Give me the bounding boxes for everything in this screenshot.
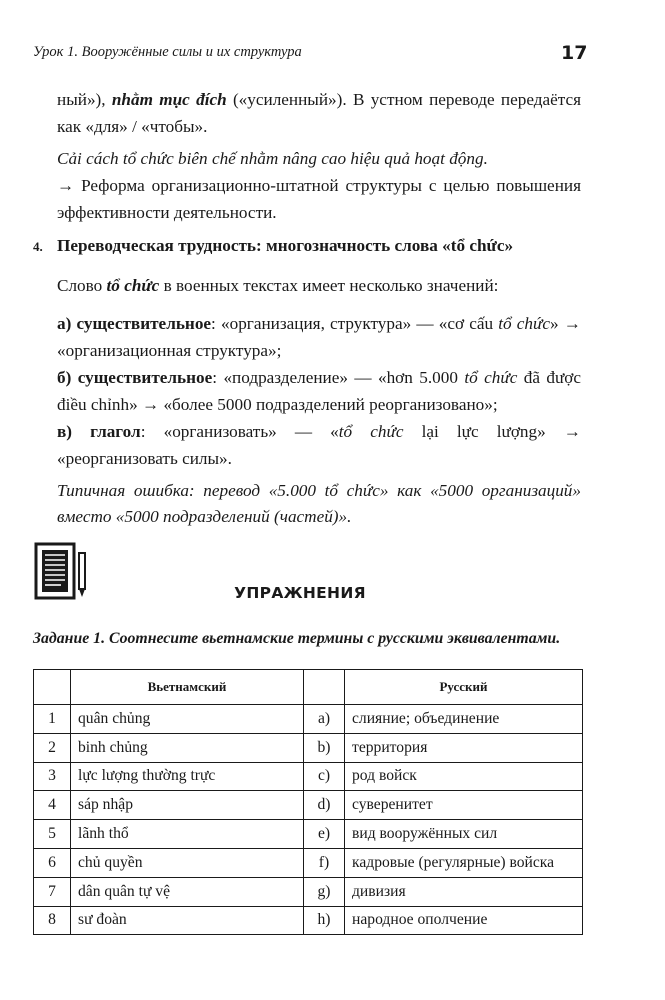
table-row [34, 705, 583, 734]
row-letter: a) [304, 705, 345, 734]
row-number: 6 [34, 848, 71, 877]
page-number: 17 [561, 42, 588, 64]
row-number: 1 [34, 705, 71, 734]
lead-term: tổ chức [106, 276, 160, 295]
row-letter: f) [304, 848, 345, 877]
row-letter: b) [304, 733, 345, 762]
vietnamese-term: sáp nhập [71, 791, 304, 820]
row-number: 2 [34, 733, 71, 762]
lead-text-b: в военных текстах имеет несколько значений: [159, 276, 499, 295]
section-number: 4. [33, 239, 43, 254]
item-text-a: : «подразделение» — «hơn 5.000 [212, 368, 465, 387]
russian-equivalent: дивизия [345, 877, 583, 906]
table-row [34, 733, 583, 762]
item-pos: глагол [90, 422, 141, 441]
vietnamese-term: chủ quyền [71, 848, 304, 877]
example-vietnamese: Cải cách tổ chức biên chế nhằm nâng cao hiệu quả hoạt động. [57, 149, 488, 168]
table-row [34, 877, 583, 906]
exercises-title: УПРАЖНЕНИЯ [234, 584, 366, 602]
row-number: 8 [34, 906, 71, 935]
row-number: 4 [34, 791, 71, 820]
row-number: 3 [34, 762, 71, 791]
row-letter: g) [304, 877, 345, 906]
vietnamese-term: dân quân tự vệ [71, 877, 304, 906]
item-pos: существительное [76, 314, 212, 333]
table-header-row [34, 670, 583, 705]
vietnamese-term: lãnh thổ [71, 820, 304, 849]
item-term: tổ chức [498, 314, 551, 333]
vietnamese-term: sư đoàn [71, 906, 304, 935]
row-letter: h) [304, 906, 345, 935]
intro-paragraph [57, 86, 581, 140]
item-term: tổ chức [464, 368, 518, 387]
item-pos: существительное [77, 368, 213, 387]
section-heading [33, 236, 513, 256]
item-marker: б) [57, 368, 72, 387]
meaning-item-a [57, 310, 581, 364]
section-title: Переводческая трудность: многозначность слова «tổ chức» [57, 236, 514, 255]
vietnamese-term: lực lượng thường trực [71, 762, 304, 791]
table-row [34, 820, 583, 849]
table-row [34, 848, 583, 877]
typical-error-note: Типичная ошибка: перевод «5.000 tổ chức» как «5000 организаций» вместо «5000 подразделений (частей)». [57, 481, 581, 526]
vietnamese-term: quân chủng [71, 705, 304, 734]
lead-text-a: Слово [57, 276, 107, 295]
header-russian: Русский [345, 670, 583, 705]
item-text-b: lại lực lượng» → «реорганизовать силы». [57, 422, 581, 468]
item-text-b: » → «организационная структура»; [57, 314, 581, 360]
example-russian: → Реформа организационно-штатной структуры с целью повышения эффективности деятельности. [57, 176, 581, 222]
russian-equivalent: род войск [345, 762, 583, 791]
table-row [34, 791, 583, 820]
item-text-a: : «организация, структура» — «cơ cấu [211, 314, 499, 333]
russian-equivalent: вид вооружённых сил [345, 820, 583, 849]
section-lead [57, 272, 581, 299]
row-number: 7 [34, 877, 71, 906]
running-header: Урок 1. Вооружённые силы и их структура [33, 44, 302, 60]
item-marker: в) [57, 422, 73, 441]
table-row [34, 906, 583, 935]
task-1-instruction: Задание 1. Соотнесите вьетнамские термины с русскими эквивалентами. [33, 630, 561, 647]
russian-equivalent: суверенитет [345, 791, 583, 820]
row-number: 5 [34, 820, 71, 849]
item-text-a: : «организовать» — « [140, 422, 339, 441]
russian-equivalent: территория [345, 733, 583, 762]
matching-table [33, 669, 583, 935]
row-letter: e) [304, 820, 345, 849]
russian-equivalent: кадровые (регулярные) войска [345, 848, 583, 877]
russian-equivalent: народное ополчение [345, 906, 583, 935]
item-text-b: đã được điều chỉnh» → «более 5000 подразделений реорганизовано»; [57, 368, 581, 414]
meaning-item-b [57, 364, 581, 418]
header-letter [304, 670, 345, 705]
example-block [57, 145, 581, 226]
row-letter: d) [304, 791, 345, 820]
item-term: tổ chức [338, 422, 404, 441]
russian-equivalent: слияние; объединение [345, 705, 583, 734]
row-letter: c) [304, 762, 345, 791]
header-vietnamese: Вьетнамский [71, 670, 304, 705]
header-num [34, 670, 71, 705]
intro-text-a: ный»), [57, 90, 112, 109]
intro-term: nhằm mục đích [111, 90, 227, 109]
intro-text-c: («усиленный»). В устном переводе передаётся как «для» / «чтобы». [57, 90, 581, 136]
vietnamese-term: binh chủng [71, 733, 304, 762]
meaning-item-c [57, 418, 581, 472]
table-row [34, 762, 583, 791]
item-marker: а) [57, 314, 72, 333]
